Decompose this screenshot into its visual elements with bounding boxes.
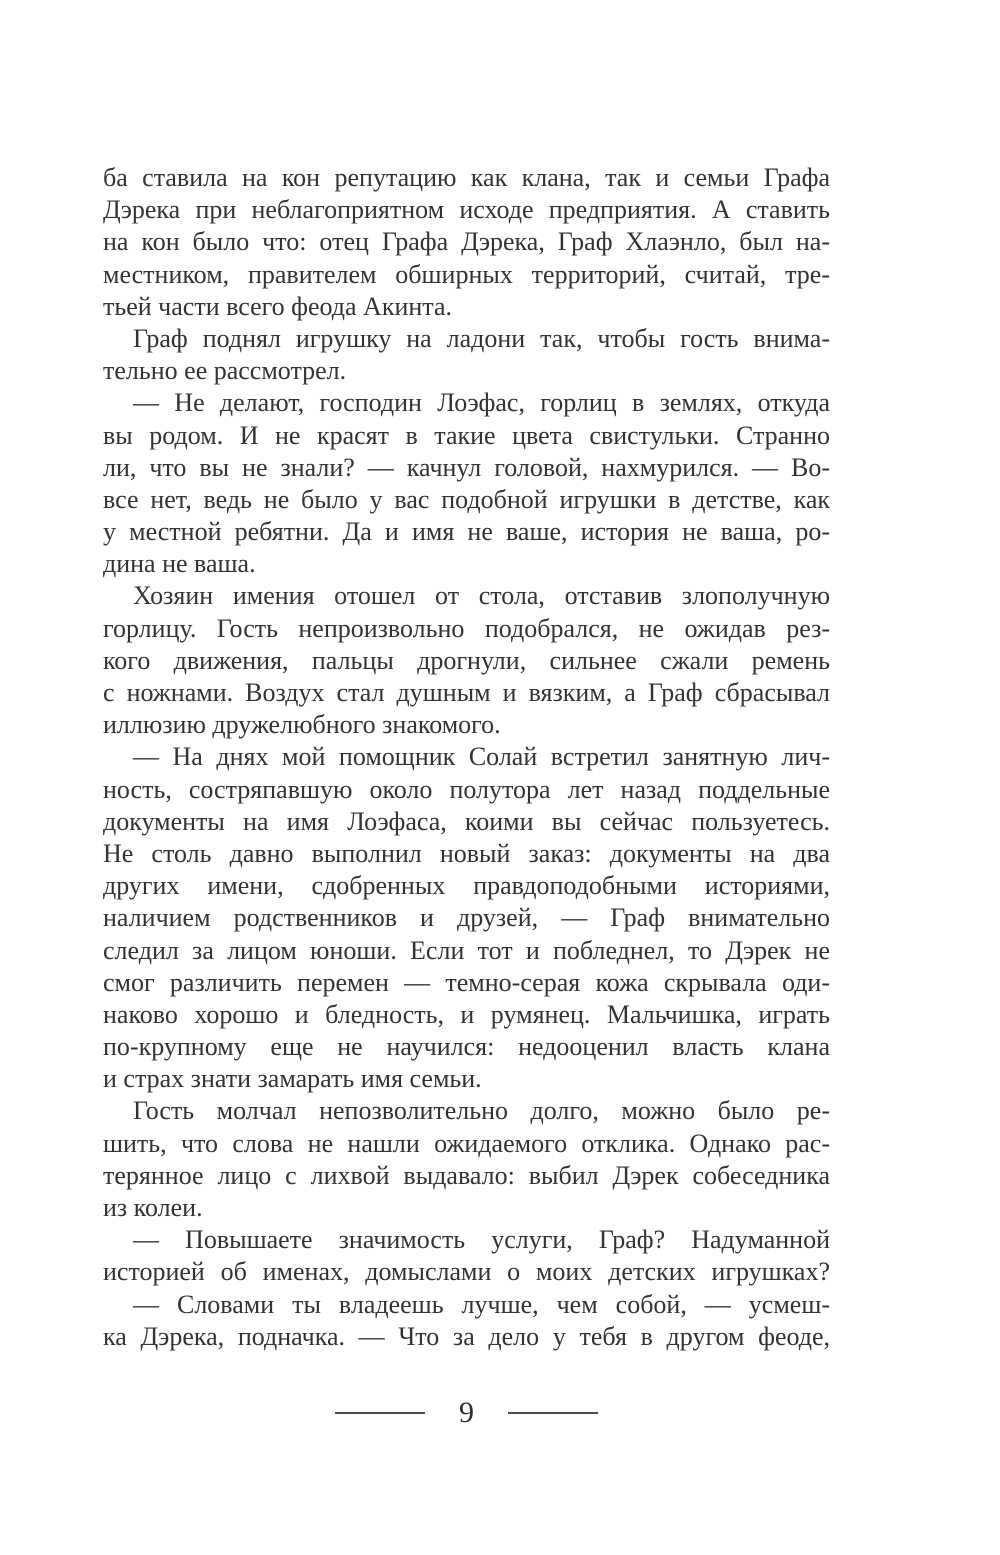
text-line: терянное лицо с лихвой выдавало: выбил Дэрек собеседника [103,1160,830,1190]
text-line: историей об именах, домыслами о моих детских игрушках? [103,1257,830,1287]
text-line: — Словами ты владеешь лучше, чем собой, — усмеш- [133,1289,830,1319]
text-line: горлицу. Гость непроизвольно подобрался, не ожидав рез- [103,613,830,643]
text-line: Хозяин имения отошел от стола, отставив злополучную [133,581,830,611]
paragraph [103,580,830,741]
text-line: смог различить перемен — темно-серая кожа скрывала оди- [103,967,830,997]
text-line: Гость молчал непозволительно долго, можно было ре- [133,1096,830,1126]
text-line: других имени, сдобренных правдоподобными историями, [103,871,830,901]
text-line: шить, что слова не нашли ожидаемого отклика. Однако рас- [103,1128,830,1158]
paragraph [103,741,830,1095]
paragraph [103,1289,830,1353]
text-line: у местной ребятни. Да и имя не ваше, история не ваша, ро- [103,517,830,547]
text-line: ка Дэрека, подначка. — Что за дело у тебя в другом феоде, [103,1321,830,1351]
text-line: ба ставила на кон репутацию как клана, так и семьи Графа [103,163,830,192]
paragraph [103,387,830,580]
text-line: наличием родственников и друзей, — Граф внимательно [103,903,830,933]
text-line: вы родом. И не красят в такие цвета свистульки. Странно [103,420,830,450]
paragraph [103,1224,830,1288]
paragraph [103,323,830,387]
text-line: из колеи. [103,1193,203,1222]
text-line: с ножнами. Воздух стал душным и вязким, а Граф сбрасывал [103,678,830,707]
text-line: на кон было что: отец Графа Дэрека, Граф Хлаэнло, был на- [103,227,830,257]
text-line: местником, правителем обширных территорий, считай, тре- [103,259,830,289]
footer-right-rule [508,1412,598,1414]
text-line: ность, состряпавшую около полутора лет назад поддельные [103,774,830,804]
text-line: Не столь давно выполнил новый заказ: документы на два [103,838,830,868]
text-line: наково хорошо и бледность, и румянец. Мальчишка, играть [103,999,830,1029]
text-line: кого движения, пальцы дрогнули, сильнее сжали ремень [103,645,830,675]
text-line: иллюзию дружелюбного знакомого. [103,710,501,740]
text-line: — На днях мой помощник Солай встретил занятную лич- [133,742,830,772]
text-line: тьей части всего феода Акинта. [103,291,453,321]
body-text [103,162,830,1353]
paragraph [103,162,830,323]
text-line: ли, что вы не знали? — качнул головой, нахмурился. — Во- [103,452,830,482]
paragraph [103,1095,830,1224]
page-number: 9 [459,1396,474,1429]
text-line: тельно ее рассмотрел. [103,356,347,386]
text-line: — Не делают, господин Лоэфас, горлиц в землях, откуда [133,388,830,418]
text-line: документы на имя Лоэфаса, коими вы сейчас пользуетесь. [103,806,830,836]
text-line: Граф поднял игрушку на ладони так, чтобы гость внима- [133,323,830,353]
text-line: следил за лицом юноши. Если тот и побледнел, то Дэрек не [103,935,830,965]
text-line: по-крупному еще не научился: недооценил власть клана [103,1032,830,1062]
footer-left-rule [335,1412,425,1414]
text-line: и страх знати замарать имя семьи. [103,1064,482,1094]
text-line: все нет, ведь не было у вас подобной игрушки в детстве, как [103,484,830,514]
text-line: Дэрека при неблагоприятном исходе предприятия. А ставить [103,195,830,225]
page-footer [103,1398,830,1428]
text-line: дина не ваша. [103,549,256,579]
text-line: — Повышаете значимость услуги, Граф? Надуманной [133,1225,830,1255]
